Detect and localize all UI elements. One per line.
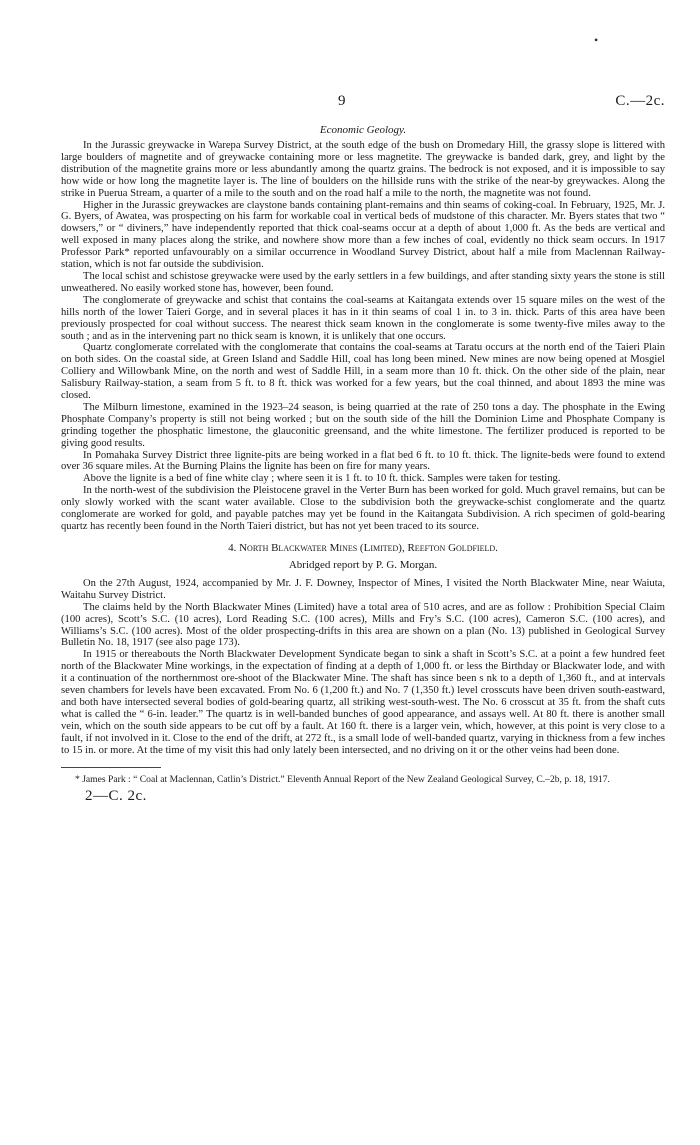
- footnote: * James Park : “ Coal at Maclennan, Catlin’s District.” Eleventh Annual Report of the New Zealand Geological Survey, C.–2b, p. 18, 1917.: [75, 773, 610, 785]
- section-number: 4.: [228, 541, 237, 554]
- page-number: 9: [338, 93, 346, 109]
- document-reference: C.—2c.: [615, 93, 665, 109]
- section-title: Economic Geology.: [319, 124, 407, 136]
- paragraph-visit: On the 27th August, 1924, accompanied by Mr. J. F. Downey, Inspector of Mines, I visited the North Blackwater Mine, near Waiuta, Waitahu Survey District.: [61, 577, 665, 601]
- paragraph-lignite: In Pomahaka Survey District three lignite-pits are being worked in a flat bed 6 ft. to 10 ft. thick. The lignite-beds were found to extend over 36 square miles. At the Burning Plains the lignite has been on fire for many years.: [61, 449, 665, 473]
- section-subheading: Abridged report by P. G. Morgan.: [288, 558, 438, 571]
- paragraph-clay: Above the lignite is a bed of fine white clay ; where seen it is 1 ft. to 10 ft. thick. Samples were taken for testing.: [83, 473, 561, 485]
- paragraph-magnetite: In the Jurassic greywacke in Warepa Survey District, at the south edge of the bush on Dromedary Hill, the grassy slope is littered with large boulders of magnetite and of greywacke containing more or less magnetite. The greywacke is banded dark, grey, and light by the distribution of the magnetite grains more or less abundantly among the quartz grains. The bedrock is not exposed, and it is impossible to say how wide or how long the magnetite layer is. The line of boulders on the hillside runs with the strike of the near-by greywackes. Along the strike in Puerua Stream, a quarter of a mile to the south and on the road half a mile to the north, the magnetite was not found.: [61, 140, 665, 199]
- paragraph-conglomerate: The conglomerate of greywacke and schist that contains the coal-seams at Kaitangata extends over 15 square miles on the west of the hills north of the lower Taieri Gorge, and in several places it has in it thin seams of coal 1 in. to 3 in. thick. Parts of this area have been previously prospected for coal without success. The nearest thick seam known in the conglomerate is some twenty-five miles away to the south ; and as in the intervening part no thick seam is known, it is unlikely that one occurs.: [61, 294, 665, 342]
- paragraph-claims: The claims held by the North Blackwater Mines (Limited) have a total area of 510 acres, and are as follow : Prohibition Special Claim (100 acres), Scott’s S.C. (10 acres), Lord Reading S.C. (100 acres), Mills and Fry’s S.C. (100 acres), Cameron S.C. (100 acres), and Williams’s S.C. (100 acres). Most of the older prospecting-drifts in this area are shown on a plan (No. 13) published in Geological Survey Bulletin No. 18, 1917 (see also page 173).: [61, 601, 665, 649]
- paragraph-coking-coal: Higher in the Jurassic greywackes are claystone bands containing plant-remains and thin seams of coking-coal. In February, 1925, Mr. J. G. Byers, of Awatea, was prospecting on his farm for workable coal in vertical beds of mudstone of this character. Mr. Byers states that two “ dowsers,” or “ diviners,” have independently reported that thick coal-seams occur at a depth of about 1,000 ft. As the beds are vertical and well exposed in many places along the strike, and nowhere show more than a few inches of coal, evidently no thick seam occurs. In 1917 Professor Park* reported unfavourably on a similar occurrence in Woodland Survey District, about half a mile from Maclennan Railway-station, which is not far outside the subdivision.: [61, 199, 665, 271]
- page-body: [61, 140, 665, 805]
- footer-reference: 2—C. 2c.: [85, 787, 147, 804]
- section-heading: [61, 542, 665, 555]
- paragraph-quartz-conglomerate: Quartz conglomerate correlated with the conglomerate that contains the coal-seams at Taratu occurs at the north end of the Taieri Plain on both sides. On the coastal side, at Green Island and Saddle Hill, coal has long been mined. New mines are now being opened at Mosgiel Colliery and Willowbank Mine, on the north and west of Saddle Hill, in a seam more than 10 ft. thick. On the other side of the plain, near Salisbury Railway-station, a seam from 5 ft. to 8 ft. thick was worked for a few years, but the coal thinned, and about 1893 the mine was closed.: [61, 342, 665, 402]
- section-heading-title: North Blackwater Mines (Limited), Reefton Goldfield.: [239, 541, 498, 554]
- paragraph-gold: In the north-west of the subdivision the Pleistocene gravel in the Verter Burn has been worked for gold. Much gravel remains, but can be only slowly worked with the scant water available. Close to the subdivision both the greywacke-schist conglomerate and the quartz conglomerate are worked for gold, and payable patches may yet be found in the Kaitangata Subdivision. A rich specimen of gold-bearing quartz has recently been found in the North Taieri district, but has not yet been traced to its source.: [61, 485, 665, 532]
- paragraph-shaft: In 1915 or thereabouts the North Blackwater Development Syndicate began to sink a shaft in Scott’s S.C. at a point a few hundred feet north of the Blackwater Mine workings, in the expectation of finding at a depth of 1,000 ft. or less the Birthday or Blackwater lode, and with it a continuation of the northernmost ore-shoot of the Blackwater Mine. The shaft has since been s nk to a depth of 1,360 ft., and at intervals seven chambers for levels have been excavated. From No. 6 (1,200 ft.) and No. 7 (1,350 ft.) level crosscuts have been driven south-eastward, and both have intersected several bodies of gold-bearing quartz, all striking west-south-west. The No. 6 crosscut at 35 ft. from the shaft cuts what is called the “ 6-in. leader.” The quartz is in well-banded bunches of good appearance, and assays well. At 80 ft. there is another small vein, which on the south side appears to be cut off by a fault. At 160 ft. there is a larger vein, which, however, at this point is very close to a fault, if not involved in it. Close to the end of the drift, at 272 ft., is a small lode of well-banded quartz, varying in thickness from a few inches to 15 in. or more. At the time of my visit this had only lately been intersected, and no driving on it or the other veins had been done.: [61, 649, 665, 756]
- paragraph-limestone: The Milburn limestone, examined in the 1923–24 season, is being quarried at the rate of 250 tons a day. The phosphate in the Ewing Phosphate Company’s property is still not being worked ; but on the south side of the hill the Dominion Lime and Phosphate Company is grinding together the phosphatic limestone, the glauconitic greensand, and the white limestone. The fertilizer produced is reported to be giving good results.: [61, 401, 665, 449]
- page-dot-mark: •: [594, 33, 599, 47]
- paragraph-building-stone: The local schist and schistose greywacke were used by the early settlers in a few buildings, and after standing sixty years the stone is still unweathered. No easily worked stone has, however, been found.: [61, 270, 665, 294]
- footnote-divider: [61, 767, 161, 768]
